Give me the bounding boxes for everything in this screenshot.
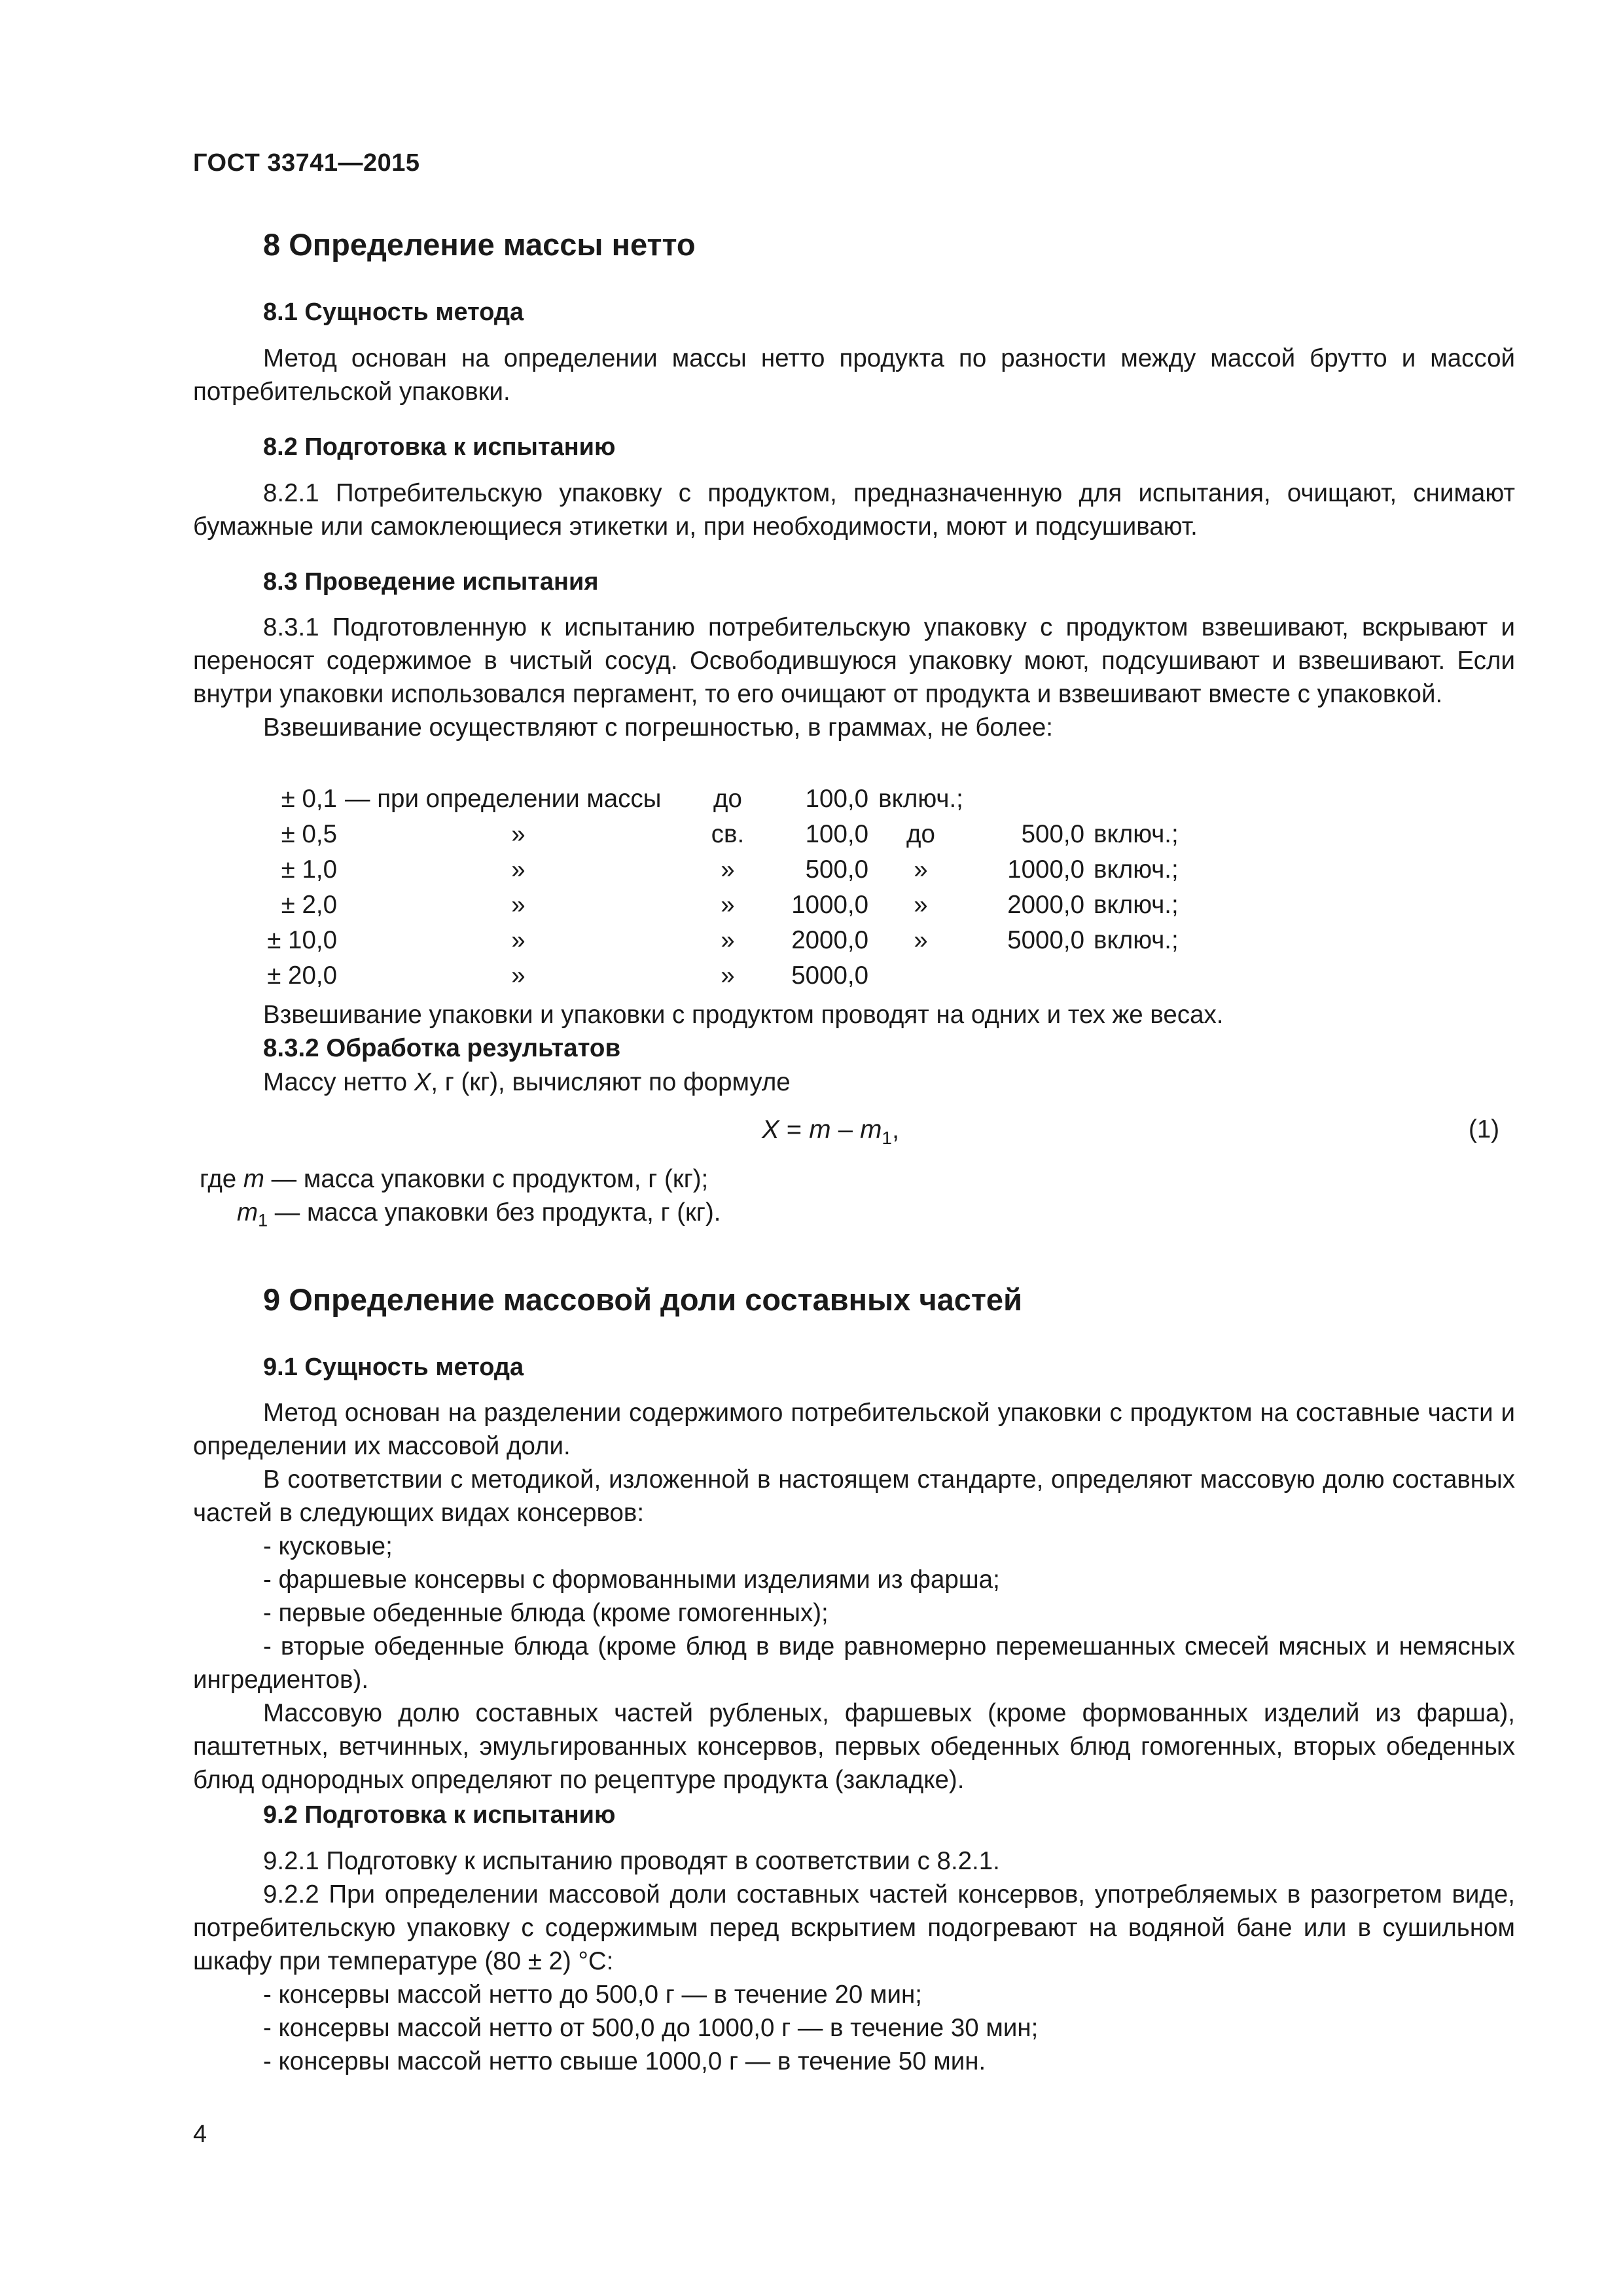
formula: $X = m - m_1$, bbox=[762, 1115, 900, 1148]
section-8-1-title: 8.1 Сущность метода bbox=[263, 298, 524, 326]
tolerance-cell-desc: » bbox=[511, 820, 526, 848]
tolerance-cell-rel: » bbox=[721, 961, 735, 990]
tolerance-row bbox=[259, 958, 1218, 994]
tolerance-cell-desc: — при определении массы bbox=[345, 785, 662, 813]
variable-x: X bbox=[414, 1068, 431, 1096]
tolerance-cell-inc bbox=[1084, 781, 1218, 817]
tolerance-row bbox=[259, 923, 1218, 958]
tolerance-cell-v2: 500,0 bbox=[1021, 820, 1084, 848]
tolerance-row bbox=[259, 781, 1218, 817]
tolerance-cell-inc: включ.; bbox=[1094, 855, 1179, 884]
section-8-3-2-title: 8.3.2 Обработка результатов bbox=[263, 1034, 621, 1062]
tolerance-cell-to: до bbox=[906, 820, 935, 848]
tolerance-cell-to: » bbox=[914, 891, 928, 919]
tolerance-cell-v1: 2000,0 bbox=[791, 926, 868, 954]
section-8-2-1-text: 8.2.1 Потребительскую упаковку с продуктом, предназначенную для испытания, очищают, снимают бумажные или самоклеющиеся этикетки и, при необходимости, моют и подсушивают. bbox=[193, 479, 1515, 541]
list-item: - консервы массой нетто от 500,0 до 1000,0 г — в течение 30 мин; bbox=[263, 2014, 1039, 2042]
tolerance-cell-rel: » bbox=[721, 926, 735, 954]
tolerance-cell-rel: » bbox=[721, 891, 735, 919]
tolerance-cell-to bbox=[868, 958, 973, 994]
section-8-1-text: Метод основан на определении массы нетто продукта по разности между массой брутто и массой потребительской упаковки. bbox=[193, 344, 1515, 406]
tolerance-cell-to: » bbox=[914, 926, 928, 954]
document-header: ГОСТ 33741—2015 bbox=[193, 149, 420, 177]
section-9-1-p1: Метод основан на разделении содержимого потребительской упаковки с продуктом на составные части и определении их массовой доли. bbox=[193, 1399, 1515, 1460]
tolerance-row bbox=[259, 888, 1218, 923]
tolerance-cell-inc: включ.; bbox=[1094, 891, 1179, 919]
tolerance-row bbox=[259, 817, 1218, 852]
tolerance-cell-tol: ± 10,0 bbox=[267, 926, 337, 954]
tolerance-cell-tol: ± 0,5 bbox=[281, 820, 337, 848]
section-9-2-title: 9.2 Подготовка к испытанию bbox=[263, 1801, 616, 1829]
tolerance-cell-v2 bbox=[973, 781, 1084, 817]
section-8-2-title: 8.2 Подготовка к испытанию bbox=[263, 433, 616, 461]
tolerance-cell-to: включ.; bbox=[878, 785, 963, 813]
tolerance-cell-inc: включ.; bbox=[1094, 820, 1179, 848]
section-8-3-1-text: 8.3.1 Подготовленную к испытанию потребительскую упаковку с продуктом взвешивают, вскрывают и переносят содержимое в чистый сосуд. Освободившуюся упаковку моют, подсушивают и взвешивают. Если внутри упаковки использовался пергамент, то его очищают от продукта и взвешивают вместе с упаковкой. bbox=[193, 613, 1515, 708]
list-item: - вторые обеденные блюда (кроме блюд в виде равномерно перемешанных смесей мясных и немясных ингредиентов). bbox=[193, 1632, 1515, 1694]
list-item: - консервы массой нетто свыше 1000,0 г — в течение 50 мин. bbox=[263, 2047, 986, 2075]
tolerance-cell-tol: ± 20,0 bbox=[267, 961, 337, 990]
tolerance-cell-v2 bbox=[973, 958, 1084, 994]
list-item: - первые обеденные блюда (кроме гомогенных); bbox=[263, 1599, 829, 1627]
tolerance-cell-desc: » bbox=[511, 855, 526, 884]
tolerance-cell-v1: 100,0 bbox=[805, 820, 868, 848]
tolerance-cell-to: » bbox=[914, 855, 928, 884]
section-8-title: 8 Определение массы нетто bbox=[263, 227, 696, 262]
tolerance-cell-desc: » bbox=[511, 926, 526, 954]
tolerance-cell-inc: включ.; bbox=[1094, 926, 1179, 954]
page-number: 4 bbox=[193, 2121, 207, 2148]
tolerance-cell-rel: св. bbox=[711, 820, 745, 848]
where-m: где m — масса упаковки с продуктом, г (кг); bbox=[200, 1165, 709, 1193]
tolerance-table bbox=[259, 781, 1218, 994]
tolerance-cell-desc: » bbox=[511, 891, 526, 919]
tolerance-cell-tol: ± 2,0 bbox=[281, 891, 337, 919]
equation-number: (1) bbox=[1469, 1115, 1500, 1143]
tolerance-cell-v2: 1000,0 bbox=[1007, 855, 1084, 884]
where-m1: $m_1$ — масса упаковки без продукта, г (кг). bbox=[237, 1198, 721, 1230]
section-9-1-p3: Массовую долю составных частей рубленых, фаршевых (кроме формованных изделий из фарша), паштетных, ветчинных, эмульгированных консервов, первых обеденных блюд гомогенных, вторых обеденных блюд однородных определяют по рецептуре продукта (закладке). bbox=[193, 1699, 1515, 1794]
tolerance-cell-v1: 1000,0 bbox=[791, 891, 868, 919]
tolerance-cell-v1: 500,0 bbox=[805, 855, 868, 884]
tolerance-cell-rel: » bbox=[721, 855, 735, 884]
formula-intro: Массу нетто X, г (кг), вычисляют по формуле bbox=[263, 1068, 791, 1096]
list-item: - кусковые; bbox=[263, 1532, 393, 1560]
tolerance-cell-v1: 5000,0 bbox=[791, 961, 868, 990]
list-item: - фаршевые консервы с формованными изделиями из фарша; bbox=[263, 1566, 1000, 1594]
tolerance-cell-v2: 2000,0 bbox=[1007, 891, 1084, 919]
section-9-title: 9 Определение массовой доли составных частей bbox=[263, 1282, 1022, 1317]
section-9-2-1: 9.2.1 Подготовку к испытанию проводят в соответствии с 8.2.1. bbox=[263, 1847, 1000, 1875]
same-scales-note: Взвешивание упаковки и упаковки с продуктом проводят на одних и тех же весах. bbox=[263, 1001, 1224, 1029]
tolerance-cell-v1: 100,0 bbox=[805, 785, 868, 813]
tolerance-cell-rel: до bbox=[713, 785, 742, 813]
weighing-intro: Взвешивание осуществляют с погрешностью, в граммах, не более: bbox=[263, 713, 1053, 742]
tolerance-cell-desc: » bbox=[511, 961, 526, 990]
section-9-2-2: 9.2.2 При определении массовой доли составных частей консервов, употребляемых в разогретом виде, потребительскую упаковку с содержимым перед вскрытием подогревают на водяной бане или в сушильном шкафу при температуре (80 ± 2) °С: bbox=[193, 1880, 1515, 1975]
list-item: - консервы массой нетто до 500,0 г — в течение 20 мин; bbox=[263, 1981, 922, 2009]
tolerance-cell-v2: 5000,0 bbox=[1007, 926, 1084, 954]
tolerance-cell-tol: ± 0,1 bbox=[281, 785, 337, 813]
tolerance-cell-tol: ± 1,0 bbox=[281, 855, 337, 884]
section-9-1-p2: В соответствии с методикой, изложенной в настоящем стандарте, определяют массовую долю составных частей в следующих видах консервов: bbox=[193, 1465, 1515, 1527]
section-8-3-title: 8.3 Проведение испытания bbox=[263, 568, 599, 596]
section-9-1-title: 9.1 Сущность метода bbox=[263, 1354, 524, 1381]
tolerance-cell-inc bbox=[1084, 958, 1218, 994]
tolerance-row bbox=[259, 852, 1218, 888]
